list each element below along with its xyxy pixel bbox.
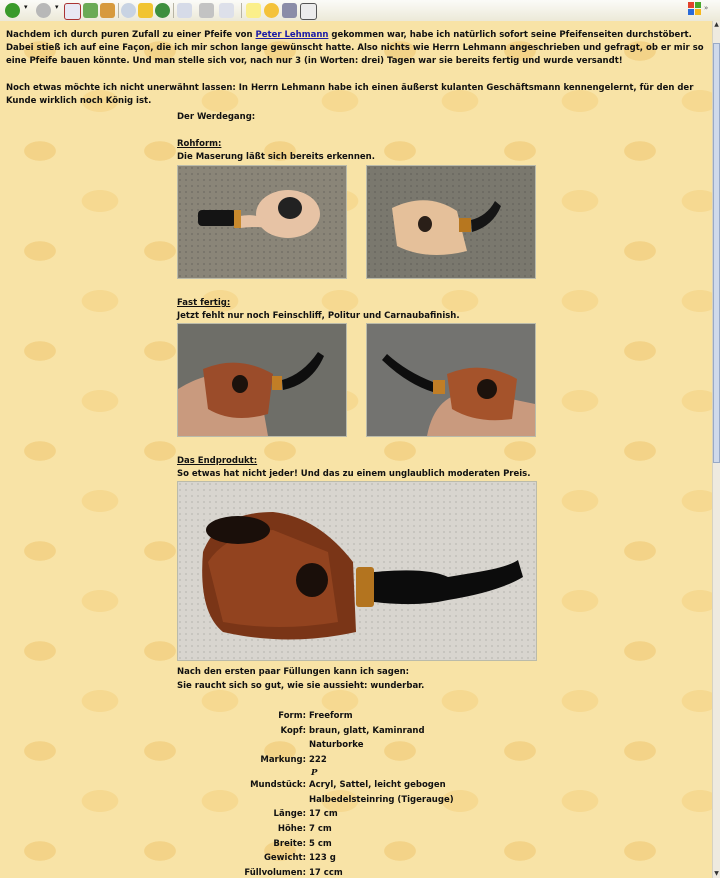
favorites-icon[interactable] (138, 3, 153, 18)
home-icon[interactable] (100, 3, 115, 18)
edit-icon[interactable] (219, 3, 234, 18)
spec-value: braun, glatt, Kaminrand Naturborke (309, 725, 425, 751)
closing-text-2: Sie raucht sich so gut, wie sie aussieht: wunderbar. (177, 681, 425, 691)
spec-key: Breite: (273, 838, 306, 849)
spec-value: 222 (309, 755, 327, 766)
refresh-icon[interactable] (83, 3, 98, 18)
spec-key: Kopf: (280, 725, 306, 736)
spec-row (170, 807, 481, 822)
spec-key: Form: (278, 711, 306, 721)
stage3-text: So etwas hat nicht jeder! Und das zu einem unglaublich moderaten Preis. (177, 469, 531, 479)
spec-value: Acryl, Sattel, leicht gebogen (309, 779, 446, 790)
back-icon[interactable] (5, 3, 20, 18)
spec-row (170, 768, 481, 778)
scroll-up-icon[interactable]: ▲ (714, 21, 719, 28)
stage1-text: Die Maserung läßt sich bereits erkennen. (177, 152, 375, 162)
spec-value: Halbedelsteinring (Tigerauge) (309, 794, 454, 805)
stage3-title: Das Endprodukt: (177, 456, 258, 466)
spec-value: Freeform (309, 711, 353, 721)
spec-row (170, 753, 481, 768)
forward-dropdown-icon[interactable]: ▾ (55, 3, 59, 11)
user-icon[interactable] (300, 3, 317, 20)
maker-mark-logo: P (311, 767, 318, 778)
spec-key: Länge: (273, 809, 306, 820)
fast-fertig-photo-2 (366, 323, 536, 437)
endprodukt-photo (177, 481, 537, 661)
specs-table (170, 709, 481, 878)
toolbar-separator (241, 3, 242, 18)
mail-icon[interactable] (177, 3, 192, 18)
spec-value: 5 cm (309, 838, 332, 849)
spec-key: Gewicht: (263, 853, 306, 864)
stop-icon[interactable] (64, 3, 81, 20)
spec-row (170, 822, 481, 837)
spec-value: 17 cm (309, 809, 338, 820)
research-icon[interactable] (282, 3, 297, 18)
rohform-photo-1 (177, 165, 347, 279)
rohform-photo-2 (366, 165, 536, 279)
spec-key: Mundstück: (250, 779, 306, 790)
toolbar-separator (173, 3, 174, 18)
spec-row (170, 724, 481, 753)
spec-key: Füllvolumen: (244, 868, 306, 878)
spec-row (170, 851, 481, 866)
spec-key: Markung: (260, 755, 306, 766)
windows-logo-icon (688, 2, 702, 16)
browser-toolbar (0, 0, 720, 22)
peter-lehmann-link[interactable]: Peter Lehmann (255, 30, 329, 40)
spec-row (170, 837, 481, 852)
spec-value: 7 cm (309, 823, 332, 834)
intro-text-end: gekommen war, habe ich natürlich sofort seine Pfeifenseiten durchstöbert. Dabei stieß ich auf eine Façon, die ich mir schon lange gewünscht hatte. Also nichts wie Herrn Lehmann angeschrieben und gefragt, ob er mir so eine Pfeife bauen könnte. Und man stelle sich vor, nach nur 3 (in Worten: drei) Tagen war sie bereits fertig und wurde versandt! (6, 30, 704, 66)
scroll-down-icon[interactable]: ▼ (714, 870, 719, 877)
back-dropdown-icon[interactable]: ▾ (24, 3, 28, 11)
chevron-menu-icon[interactable]: » (704, 4, 709, 12)
forward-icon[interactable] (36, 3, 51, 18)
toolbar-separator (118, 3, 119, 18)
spec-row (170, 778, 481, 793)
notes-icon[interactable] (246, 3, 261, 18)
spec-key (170, 793, 309, 808)
search-icon[interactable] (121, 3, 136, 18)
section-title: Der Werdegang: (177, 112, 256, 122)
spec-key (170, 768, 309, 778)
history-icon[interactable] (155, 3, 170, 18)
spec-key: Höhe: (277, 823, 306, 834)
spec-value: 17 ccm (309, 868, 343, 878)
spec-row (170, 793, 481, 808)
print-icon[interactable] (199, 3, 214, 18)
vertical-scrollbar[interactable] (712, 21, 720, 878)
spec-row (170, 866, 481, 878)
messenger-icon[interactable] (264, 3, 279, 18)
page-content (0, 21, 713, 878)
closing-text-1: Nach den ersten paar Füllungen kann ich sagen: (177, 667, 410, 677)
intro-paragraph (6, 29, 706, 68)
scrollbar-thumb[interactable] (713, 43, 720, 463)
stage2-title: Fast fertig: (177, 298, 231, 308)
intro2-paragraph: Noch etwas möchte ich nicht unerwähnt lassen: In Herrn Lehmann habe ich einen äußerst kulanten Geschäftsmann kennengelernt, für den der Kunde wirklich noch König ist. (6, 83, 694, 106)
spec-row (170, 709, 481, 724)
spec-value: 123 g (309, 853, 336, 864)
fast-fertig-photo-1 (177, 323, 347, 437)
stage2-text: Jetzt fehlt nur noch Feinschliff, Politur und Carnaubafinish. (177, 311, 460, 321)
intro-text-start: Nachdem ich durch puren Zufall zu einer Pfeife von (6, 30, 256, 40)
stage1-title: Rohform: (177, 139, 222, 149)
